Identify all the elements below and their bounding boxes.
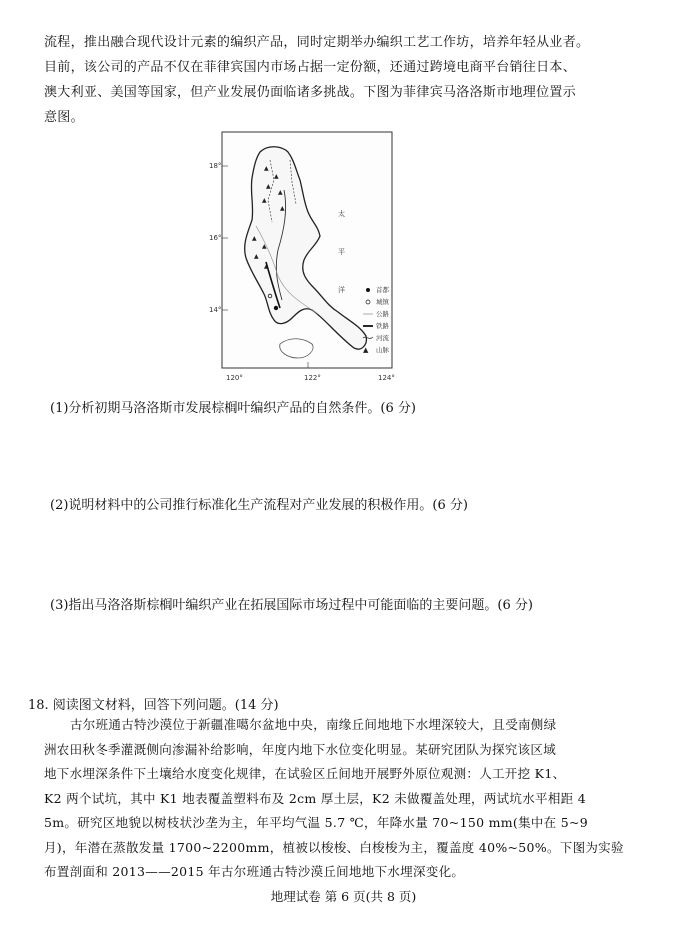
sea-label: 太 — [338, 210, 345, 218]
intro-paragraph — [44, 30, 654, 130]
svg-text:▲: ▲ — [363, 346, 369, 354]
lat-label: 18° — [209, 162, 222, 170]
lat-label: 16° — [209, 234, 222, 242]
svg-text:▲: ▲ — [264, 165, 269, 172]
material-line: 洲农田秋冬季灌溉侧向渗漏补给影响，年度内地下水位变化明显。某研究团队为探究该区域 — [44, 741, 557, 757]
question-18-title: 18. 阅读图文材料，回答下列问题。(14 分) — [28, 698, 279, 713]
sea-label: 平 — [338, 248, 345, 256]
svg-text:▲: ▲ — [252, 235, 257, 242]
lon-label: 120° — [226, 374, 243, 382]
lon-label: 122° — [304, 374, 321, 382]
lat-label: 14° — [209, 306, 222, 314]
sea-label: 洋 — [338, 286, 345, 294]
svg-text:▲: ▲ — [262, 243, 267, 250]
legend-label: 山脉 — [376, 346, 389, 354]
material-line: K2 两个试坑，其中 K1 地表覆盖塑料布及 2cm 厚土层，K2 未做覆盖处理，两试坑水平相距 4 — [44, 790, 586, 806]
material-line: 月)，年潜在蒸散发量 1700~2200mm，植被以梭梭、白梭梭为主，覆盖度 40%~50%。下图为实验 — [44, 839, 624, 855]
question-1: (1)分析初期马洛洛斯市发展棕榈叶编织产品的自然条件。(6 分) — [50, 401, 416, 416]
intro-line: 流程，推出融合现代设计元素的编织产品，同时定期举办编织工艺工作坊，培养年轻从业者。 — [44, 35, 590, 50]
material-line: 布置剖面和 2013——2015 年古尔班通古特沙漠丘间地地下水埋深变化。 — [44, 864, 465, 879]
legend-label: 首都 — [376, 286, 389, 294]
svg-text:▲: ▲ — [274, 173, 279, 180]
question-18-material — [44, 713, 664, 885]
question-2: (2)说明材料中的公司推行标准化生产流程对产业发展的积极作用。(6 分) — [50, 498, 468, 513]
material-line: 地下水埋深条件下土壤给水度变化规律，在试验区丘间地开展野外原位观测：人工开挖 K1、 — [44, 766, 566, 781]
intro-line: 澳大利亚、美国等国家，但产业发展仍面临诸多挑战。下图为菲律宾马洛洛斯市地理位置示 — [44, 85, 577, 100]
svg-text:▲: ▲ — [266, 183, 271, 190]
svg-text:▲: ▲ — [280, 205, 285, 212]
malolos-location-map — [208, 130, 398, 382]
legend-label: 城镇 — [376, 298, 389, 306]
svg-text:▲: ▲ — [264, 263, 269, 270]
svg-text:▲: ▲ — [278, 189, 283, 196]
intro-line: 意图。 — [44, 110, 84, 125]
material-line: 5m。研究区地貌以树枝状沙垄为主，年平均气温 5.7 ℃，年降水量 70~150 mm(集中在 5~9 — [44, 815, 589, 830]
town-marker — [268, 294, 272, 298]
svg-text:▲: ▲ — [254, 253, 259, 260]
material-line: 古尔班通古特沙漠位于新疆准噶尔盆地中央，南缘丘间地地下水埋深较大，且受南侧绿 — [70, 717, 557, 732]
lon-label: 124° — [378, 374, 395, 382]
question-3: (3)指出马洛洛斯棕榈叶编织产业在拓展国际市场过程中可能面临的主要问题。(6 分) — [50, 598, 533, 613]
page-footer: 地理试卷 第 6 页(共 8 页) — [270, 889, 417, 904]
legend-label: 河流 — [376, 334, 389, 342]
svg-text:▲: ▲ — [262, 197, 267, 204]
capital-marker — [274, 306, 278, 310]
legend-label: 铁路 — [376, 322, 389, 330]
legend-label: 公路 — [376, 310, 389, 318]
intro-line: 目前，该公司的产品不仅在菲律宾国内市场占据一定份额，还通过跨境电商平台销往日本、 — [44, 60, 577, 75]
